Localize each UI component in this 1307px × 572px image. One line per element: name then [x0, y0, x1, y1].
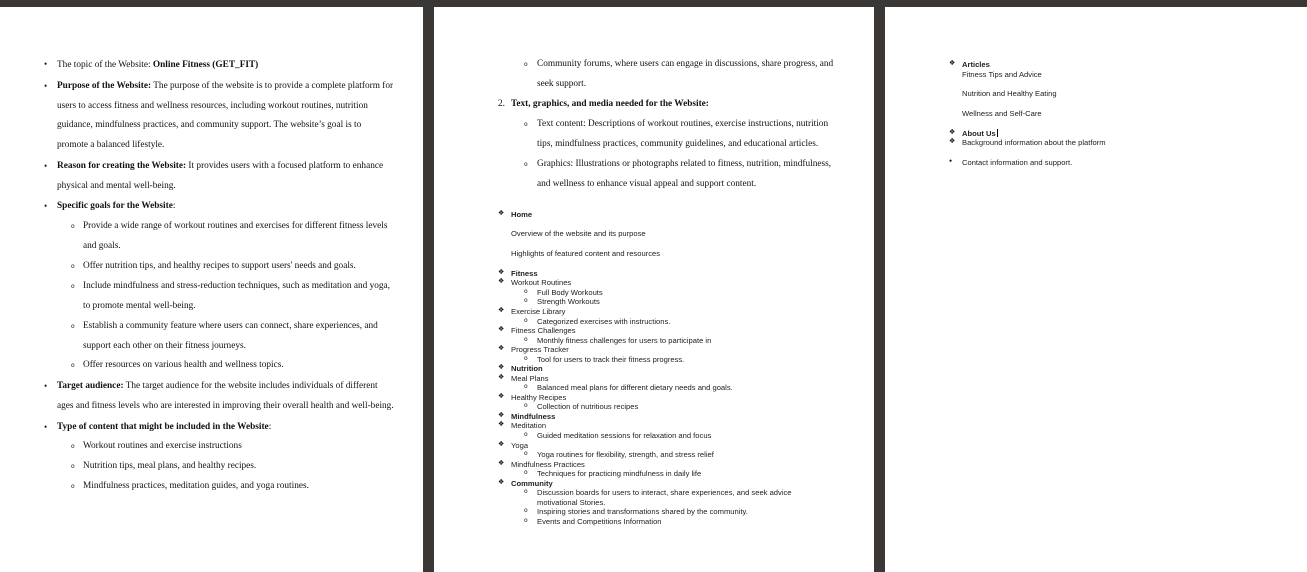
goal-1-line-2: and goals. [83, 241, 121, 251]
goal-3-line-1: Include mindfulness and stress-reduction techniques, such as meditation and yoga, [83, 281, 390, 291]
document-page-1[interactable] [0, 7, 423, 572]
full-body-workouts: Full Body Workouts [537, 288, 603, 297]
bullet-dot: • [44, 161, 48, 171]
goal-2: Offer nutrition tips, and healthy recipes to support users' needs and goals. [83, 261, 356, 271]
text-content-line-2: tips, mindfulness practices, community guidelines, and educational articles. [537, 139, 819, 149]
bullet-circle: o [524, 355, 528, 362]
reason-line-1: Reason for creating the Website: It provides users with a focused platform to enhance [57, 161, 384, 171]
bullet-circle: o [71, 263, 75, 270]
articles-fitness-tips: Fitness Tips and Advice [962, 70, 1042, 79]
bullet-circle: o [524, 336, 528, 343]
diamond-bullet-icon: ❖ [498, 373, 505, 381]
monthly-challenges: Monthly fitness challenges for users to participate in [537, 336, 712, 345]
balanced-meal-plans: Balanced meal plans for different dietary needs and goals. [537, 383, 733, 392]
bullet-circle: o [71, 362, 75, 369]
recipe-collection: Collection of nutritious recipes [537, 402, 639, 411]
goal-5: Offer resources on various health and wellness topics. [83, 360, 284, 370]
text-content-line-1: Text content: Descriptions of workout routines, exercise instructions, nutrition [537, 119, 829, 129]
diamond-bullet-icon: ❖ [498, 459, 505, 467]
diamond-bullet-icon: ❖ [498, 392, 505, 400]
inspiring-stories: Inspiring stories and transformations shared by the community. [537, 507, 748, 516]
content-heading: Type of content that might be included in the Website: [57, 422, 272, 432]
bullet-circle: o [71, 323, 75, 330]
mindfulness-techniques: Techniques for practicing mindfulness in daily life [537, 469, 702, 478]
bullet-dot: • [44, 381, 48, 391]
diamond-bullet-icon: ❖ [949, 137, 956, 145]
bullet-circle: o [71, 463, 75, 470]
purpose-line-1: Purpose of the Website: The purpose of the website is to provide a complete platform for [57, 81, 394, 91]
categorized-exercises: Categorized exercises with instructions. [537, 317, 671, 326]
sitemap-nutrition: Nutrition [511, 364, 543, 373]
bullet-dot: • [44, 59, 48, 69]
about-contact: Contact information and support. [962, 158, 1073, 167]
diamond-bullet-icon: ❖ [498, 363, 505, 371]
forums-line-2: seek support. [537, 79, 587, 89]
window-top-bar [0, 0, 1307, 7]
sitemap-fitness: Fitness [511, 269, 538, 278]
forums-line-1: Community forums, where users can engage in discussions, share progress, and [537, 59, 834, 69]
bullet-circle: o [71, 443, 75, 450]
bullet-circle: o [524, 297, 528, 304]
bullet-circle: o [524, 431, 528, 438]
text-cursor [997, 129, 998, 137]
bullet-circle: o [524, 317, 528, 324]
diamond-bullet-icon: ❖ [498, 420, 505, 428]
bullet-circle: o [524, 161, 528, 168]
progress-tracker: Progress Tracker [511, 345, 569, 354]
yoga-routines: Yoga routines for flexibility, strength, and stress relief [537, 450, 714, 459]
purpose-line-3: guidance, mindfulness practices, and community support. The website’s goal is to [57, 120, 362, 130]
diamond-bullet-icon: ❖ [498, 440, 505, 448]
workout-routines: Workout Routines [511, 278, 572, 287]
guided-meditation: Guided meditation sessions for relaxation and focus [537, 431, 712, 440]
goal-1-line-1: Provide a wide range of workout routines and exercises for different fitness levels [83, 221, 388, 231]
graphics-line-1: Graphics: Illustrations or photographs related to fitness, nutrition, mindfulness, [537, 159, 832, 169]
diamond-bullet-icon: ❖ [949, 128, 956, 136]
content-3: Mindfulness practices, meditation guides, and yoga routines. [83, 481, 309, 491]
document-page-3[interactable] [885, 7, 1307, 572]
diamond-bullet-icon: ❖ [498, 411, 505, 419]
content-1: Workout routines and exercise instructions [83, 441, 242, 451]
purpose-line-4: promote a balanced lifestyle. [57, 140, 165, 150]
bullet-circle: o [524, 517, 528, 524]
home-highlights: Highlights of featured content and resources [511, 249, 661, 258]
strength-workouts: Strength Workouts [537, 297, 600, 306]
bullet-circle: o [524, 121, 528, 128]
goal-3-line-2: to promote mental well-being. [83, 301, 196, 311]
diamond-bullet-icon: ❖ [498, 325, 505, 333]
sitemap-home: Home [511, 210, 533, 219]
media-heading: Text, graphics, and media needed for the Website: [511, 99, 709, 109]
mindfulness-practices: Mindfulness Practices [511, 460, 585, 469]
articles-wellness: Wellness and Self-Care [962, 109, 1042, 118]
diamond-bullet-icon: ❖ [498, 268, 505, 276]
discussion-boards-line-1: Discussion boards for users to interact, share experiences, and seek advice [537, 488, 792, 497]
audience-line-1: Target audience: The target audience for the website includes individuals of different [57, 381, 378, 391]
audience-line-2: ages and fitness levels who are interested in improving their overall health and well-being. [57, 401, 394, 411]
goal-4-line-2: support each other on their fitness journeys. [83, 341, 246, 351]
diamond-bullet-icon: ❖ [498, 306, 505, 314]
yoga: Yoga [511, 441, 529, 450]
diamond-bullet-icon: ❖ [498, 277, 505, 285]
goal-4-line-1: Establish a community feature where users can connect, share experiences, and [83, 321, 378, 331]
sitemap-mindfulness: Mindfulness [511, 412, 556, 421]
document-page-2[interactable] [434, 7, 874, 572]
bullet-circle: o [524, 488, 528, 495]
bullet-dot: • [44, 422, 48, 432]
diamond-bullet-icon: ❖ [498, 344, 505, 352]
bullet-circle: o [524, 383, 528, 390]
goals-heading: Specific goals for the Website: [57, 201, 176, 211]
about-background: Background information about the platform [962, 138, 1106, 147]
list-number: 2. [498, 99, 505, 109]
bullet-circle: o [524, 288, 528, 295]
fitness-challenges: Fitness Challenges [511, 326, 576, 335]
sitemap-about-us[interactable]: About Us [962, 129, 996, 138]
graphics-line-2: and wellness to enhance visual appeal and support content. [537, 179, 757, 189]
healthy-recipes: Healthy Recipes [511, 393, 567, 402]
diamond-bullet-icon: ❖ [498, 478, 505, 486]
discussion-boards-line-2: motivational Stories. [537, 498, 606, 507]
meditation: Meditation [511, 421, 547, 430]
exercise-library: Exercise Library [511, 307, 566, 316]
bullet-circle: o [524, 402, 528, 409]
bullet-circle: o [524, 450, 528, 457]
bullet-circle: o [71, 283, 75, 290]
bullet-circle: o [524, 469, 528, 476]
bullet-circle: o [524, 61, 528, 68]
sitemap-community: Community [511, 479, 553, 488]
articles-nutrition: Nutrition and Healthy Eating [962, 89, 1057, 98]
bullet-circle: o [524, 507, 528, 514]
events-competitions: Events and Competitions Information [537, 517, 662, 526]
bullet-circle: o [71, 483, 75, 490]
bullet-dot: • [44, 201, 48, 211]
diamond-bullet-icon: ❖ [498, 209, 505, 217]
bullet-dot: • [949, 156, 953, 166]
diamond-bullet-icon: ❖ [949, 59, 956, 67]
tracker-tool: Tool for users to track their fitness progress. [537, 355, 685, 364]
bullet-dot: • [44, 81, 48, 91]
meal-plans: Meal Plans [511, 374, 549, 383]
sitemap-articles: Articles [962, 60, 990, 69]
reason-line-2: physical and mental well-being. [57, 181, 176, 191]
topic-line: The topic of the Website: Online Fitness (GET_FIT) [57, 60, 259, 70]
content-2: Nutrition tips, meal plans, and healthy recipes. [83, 461, 257, 471]
bullet-circle: o [71, 223, 75, 230]
home-overview: Overview of the website and its purpose [511, 229, 646, 238]
purpose-line-2: users to access fitness and wellness resources, including workout routines, nutrition [57, 101, 368, 111]
